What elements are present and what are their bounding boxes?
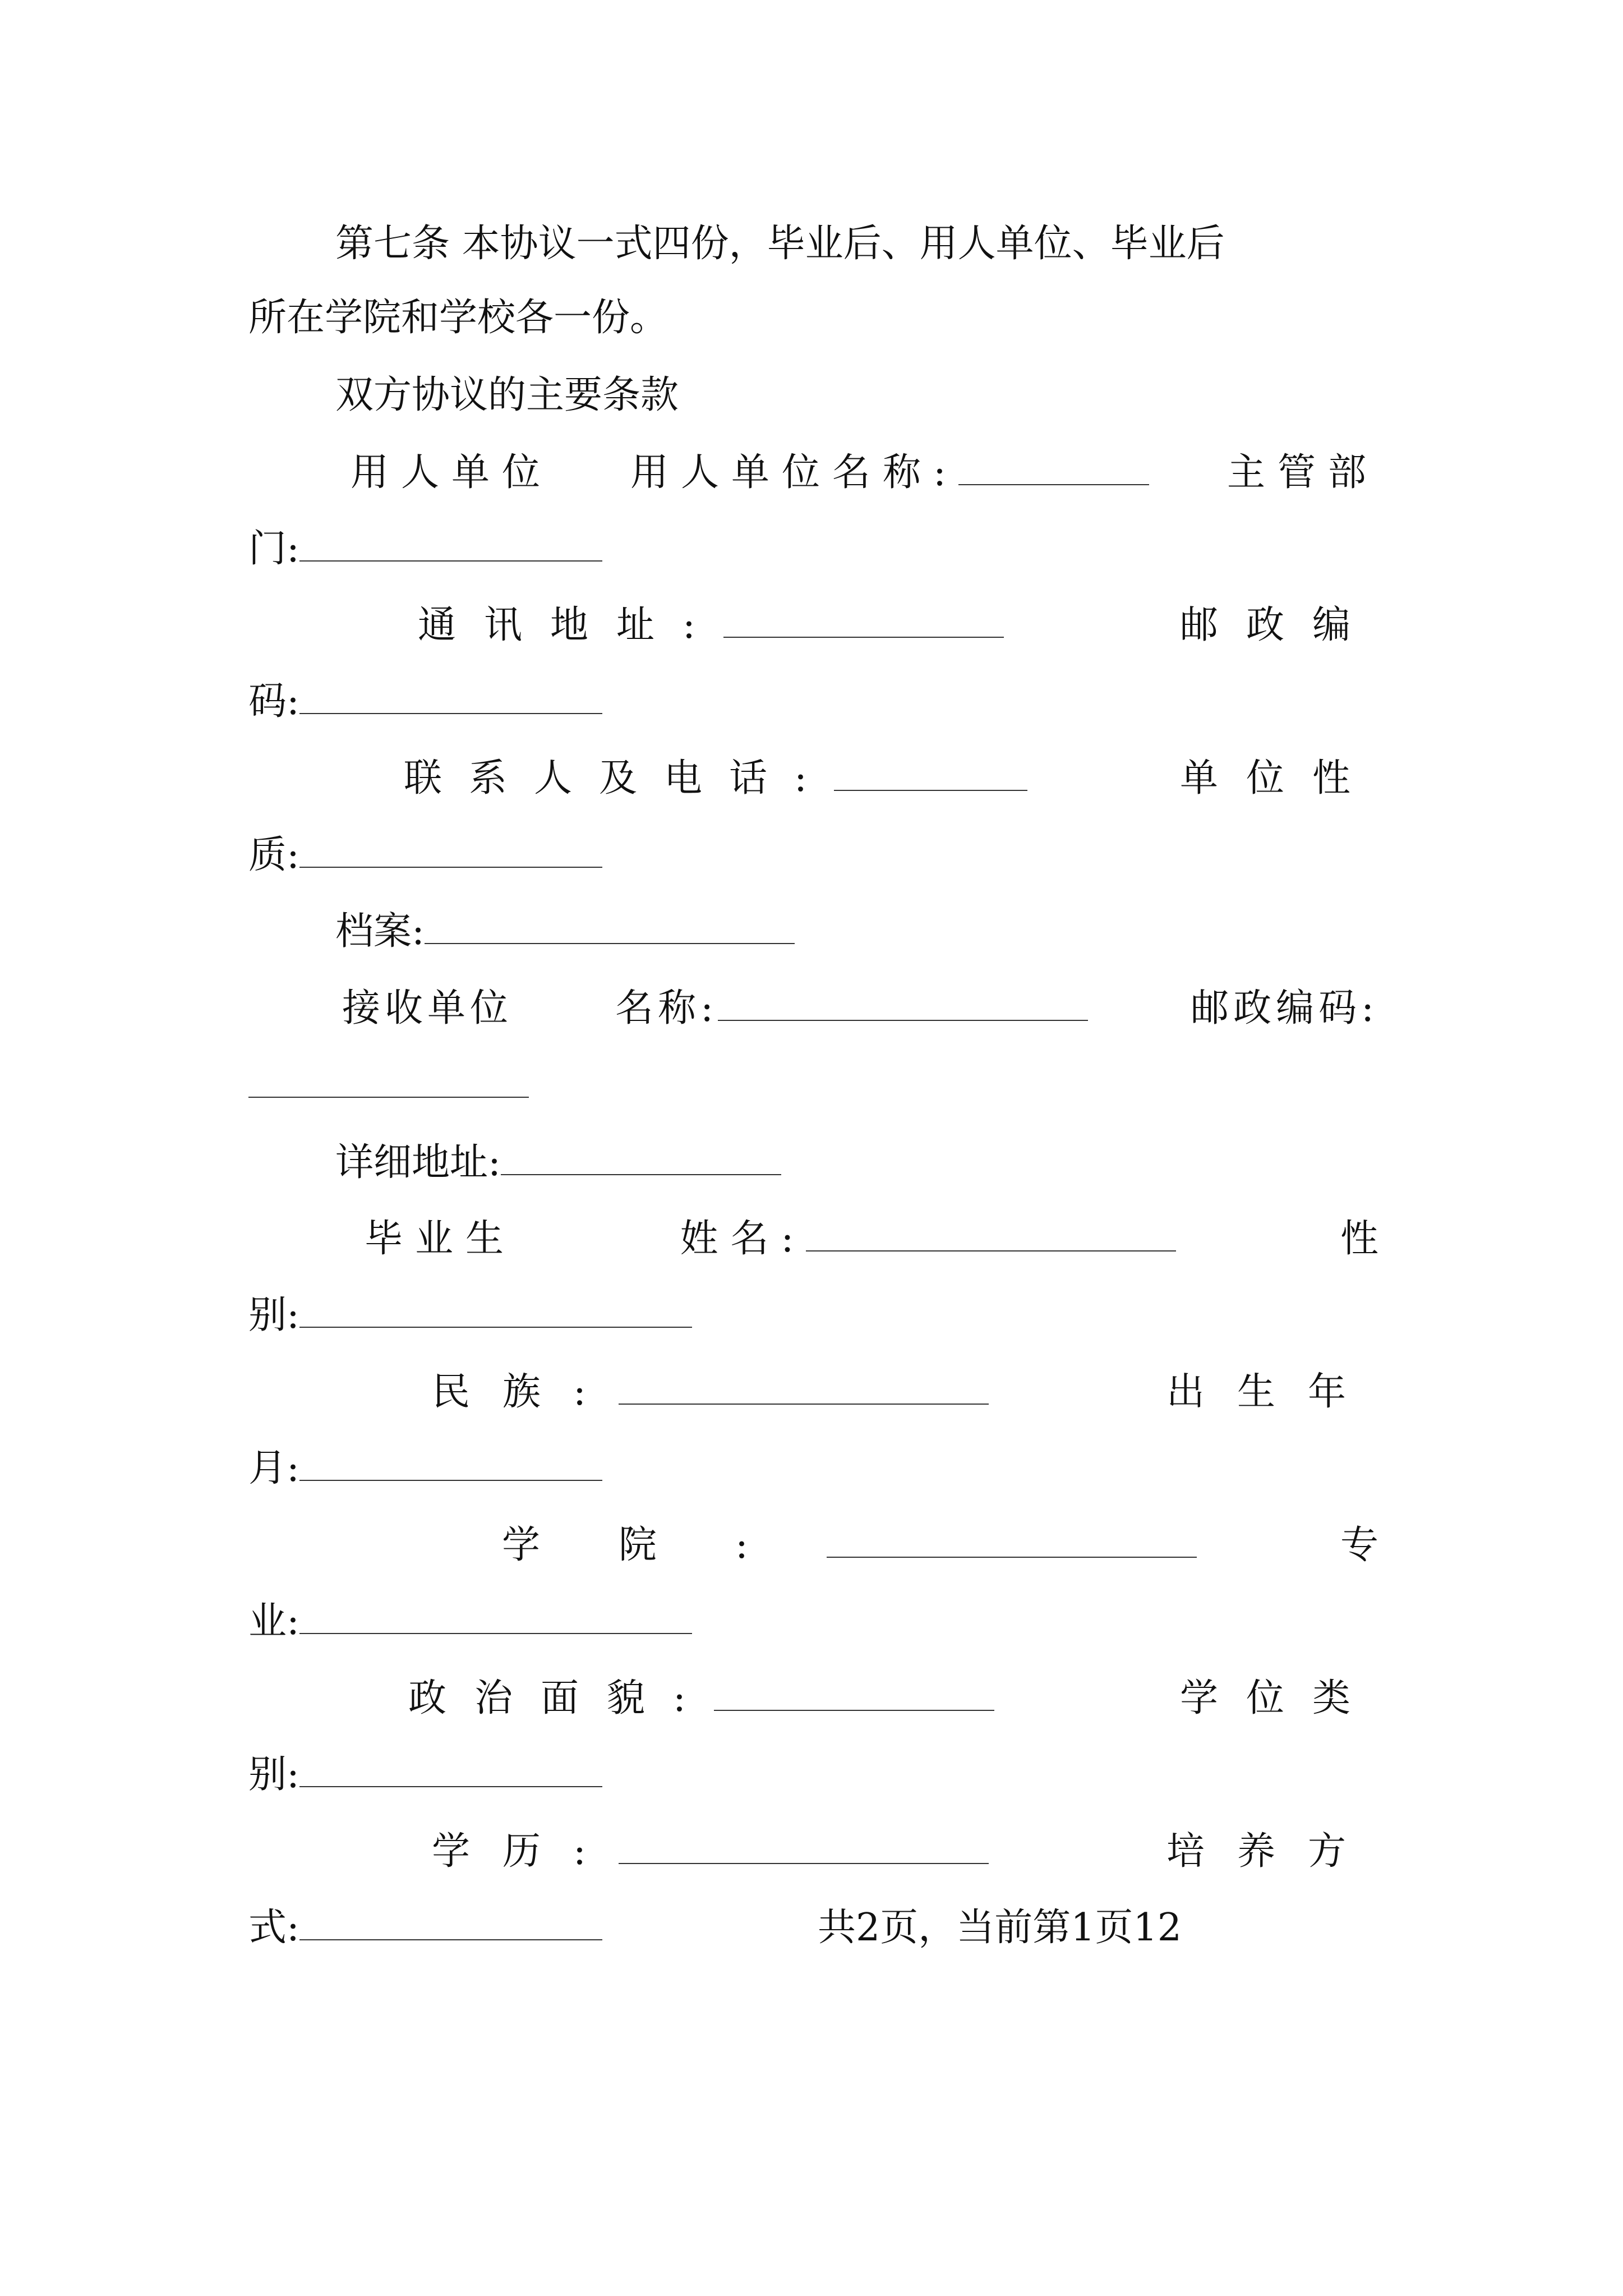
postal-label-cont: 码: <box>248 679 299 724</box>
graduate-name-label: 姓名: <box>680 1217 806 1261</box>
degree-type-line <box>248 1744 1378 1806</box>
birth-line <box>248 1438 1378 1499</box>
birth-label: 出生年 <box>1166 1370 1378 1414</box>
birth-blank[interactable] <box>299 1438 602 1481</box>
dept-line <box>248 518 1378 580</box>
address-label: 通讯地址: <box>418 603 723 647</box>
page-info <box>818 1897 1322 1959</box>
ethnicity-label: 民族: <box>432 1370 619 1414</box>
receiver-postal-line <box>248 1055 1378 1116</box>
receiver-postal-label: 邮政编码: <box>1191 986 1378 1030</box>
college-line <box>502 1515 1378 1576</box>
gender-blank[interactable] <box>299 1285 692 1328</box>
detail-address-blank[interactable] <box>501 1133 781 1175</box>
postal-line <box>248 671 1378 733</box>
degree-type-label-cont: 别: <box>248 1752 299 1797</box>
main-terms-text: 双方协议的主要条款 <box>335 373 679 417</box>
training-blank[interactable] <box>299 1898 602 1940</box>
major-blank[interactable] <box>299 1591 692 1634</box>
nature-label-cont: 质: <box>248 833 299 877</box>
ethnicity-blank[interactable] <box>619 1362 989 1405</box>
education-label: 学历: <box>432 1829 619 1874</box>
dept-blank[interactable] <box>299 519 602 562</box>
employer-name-line <box>351 442 1378 504</box>
employer-name-label: 用人单位名称: <box>630 450 958 495</box>
detail-address-line <box>335 1132 1378 1194</box>
training-label-cont: 式: <box>248 1906 299 1950</box>
dept-label-cont: 门: <box>248 527 299 571</box>
address-blank[interactable] <box>723 595 1004 638</box>
education-line <box>432 1821 1378 1883</box>
birth-label-cont: 月: <box>248 1446 299 1490</box>
ethnicity-line <box>432 1361 1378 1423</box>
gender-label: 性 <box>1340 1217 1378 1261</box>
archive-blank[interactable] <box>425 901 795 944</box>
detail-address-label: 详细地址: <box>335 1140 501 1185</box>
article-7-text-cont: 所在学院和学校各一份。 <box>248 296 668 340</box>
training-label: 培养方 <box>1166 1829 1378 1874</box>
employer-name-blank[interactable] <box>958 443 1149 485</box>
page-info-text: 共2页，当前第1页12 <box>818 1906 1182 1950</box>
receiver-name-label: 名称: <box>615 986 718 1030</box>
nature-line <box>248 825 1378 886</box>
degree-type-blank[interactable] <box>299 1745 602 1787</box>
contact-blank[interactable] <box>834 748 1027 791</box>
article-7-text: 第七条 本协议一式四份，毕业后、用人单位、毕业后 <box>335 222 1225 266</box>
degree-type-label: 学位类 <box>1179 1676 1378 1720</box>
graduate-name-line <box>365 1208 1378 1270</box>
receiver-section-label: 接收单位 <box>342 986 513 1030</box>
article-7-line-1 <box>335 213 1378 275</box>
employer-section-label: 用人单位 <box>351 450 553 495</box>
dept-label: 主管部 <box>1227 450 1378 495</box>
major-line <box>248 1591 1378 1653</box>
college-label: 学院: <box>502 1523 827 1567</box>
education-blank[interactable] <box>619 1821 989 1864</box>
article-7-line-2 <box>248 287 1378 349</box>
college-blank[interactable] <box>827 1515 1197 1558</box>
major-label-cont: 业: <box>248 1599 299 1644</box>
postal-label: 邮政编 <box>1179 603 1378 647</box>
gender-line <box>248 1285 1378 1346</box>
nature-blank[interactable] <box>299 825 602 868</box>
nature-label: 单位性 <box>1179 756 1378 800</box>
graduate-name-blank[interactable] <box>806 1209 1176 1251</box>
contact-line <box>404 748 1378 809</box>
graduate-section-label: 毕业生 <box>365 1217 517 1261</box>
postal-blank[interactable] <box>299 671 602 714</box>
contact-label: 联系人及电话: <box>404 756 834 800</box>
address-line <box>418 595 1378 656</box>
receiver-postal-blank[interactable] <box>248 1055 529 1098</box>
main-terms-heading <box>335 365 1378 426</box>
receiver-name-blank[interactable] <box>718 978 1088 1021</box>
major-label: 专 <box>1340 1523 1378 1567</box>
archive-line <box>335 901 1378 963</box>
gender-label-cont: 别: <box>248 1293 299 1337</box>
political-label: 政治面貌: <box>408 1676 714 1720</box>
archive-label: 档案: <box>335 909 425 954</box>
political-line <box>408 1668 1378 1729</box>
political-blank[interactable] <box>714 1668 994 1711</box>
receiver-line <box>342 978 1378 1039</box>
